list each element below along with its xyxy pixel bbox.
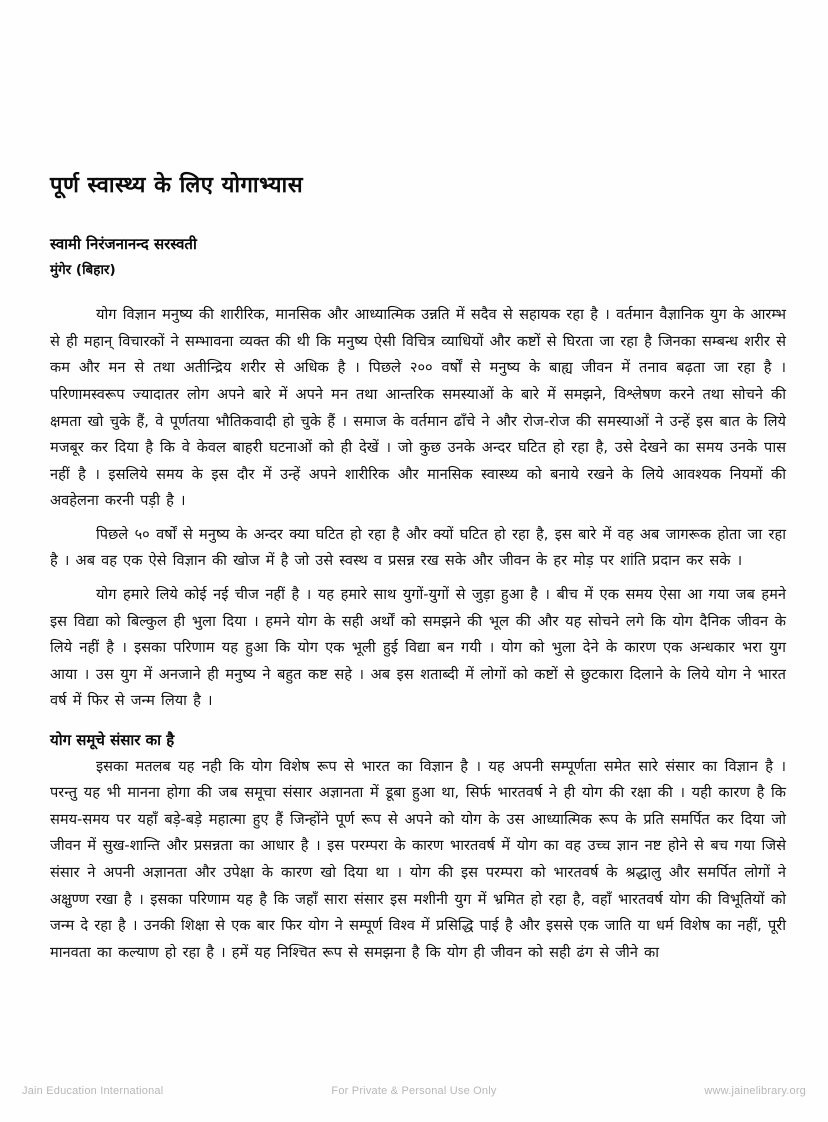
page-footer	[0, 1082, 828, 1100]
body-paragraph-1: योग विज्ञान मनुष्य की शारीरिक, मानसिक और आध्यात्मिक उन्नति में सदैव से सहायक रहा है । वर्तमान वैज्ञानिक युग के आरम्भ से ही महान् विचारकों ने सम्भावना व्यक्त की थी कि मनुष्य ऐसी विचित्र व्याधियों और कष्टों से घिरता जा रहा है जिनका सम्बन्ध शरीर से कम और मन से तथा अतीन्द्रिय शरीर से अधिक है । पिछले २०० वर्षों से मनुष्य के बाह्य जीवन में तनाव बढ़ता जा रहा है । परिणामस्वरूप ज्यादातर लोग अपने बारे में अपने मन तथा आन्तरिक समस्याओं के बारे में समझने, विश्लेषण करने तथा सोचने की क्षमता खो चुके हैं, वे पूर्णतया भौतिकवादी हो चुके हैं । समाज के वर्तमान ढाँचे ने और रोज-रोज की समस्याओं ने उन्हें इस बात के लिये मजबूर कर दिया है कि वे केवल बाहरी घटनाओं को ही देखें । जो कुछ उनके अन्दर घटित हो रहा है, उसे देखने का समय उनके पास नहीं है । इसलिये समय के इस दौर में उन्हें अपने शारीरिक और मानसिक स्वास्थ्य को बनाये रखने के लिये आवश्यक नियमों की अवहेलना करनी पड़ी है ।	[50, 306, 786, 510]
author-name: स्वामी निरंजनानन्द सरस्वती	[50, 234, 197, 253]
body-paragraph-2: पिछले ५० वर्षों से मनुष्य के अन्दर क्या घटित हो रहा है और क्यों घटित हो रहा है, इस बारे में वह अब जागरूक होता जा रहा है । अब वह एक ऐसे विज्ञान की खोज में है जो उसे स्वस्थ व प्रसन्न रख सके और जीवन के हर मोड़ पर शांति प्रदान कर सके ।	[50, 525, 786, 570]
footer-website: www.jainelibrary.org	[704, 1085, 806, 1097]
section-paragraph-1: इसका मतलब यह नही कि योग विशेष रूप से भारत का विज्ञान है । यह अपनी सम्पूर्णता समेत सारे संसार का विज्ञान है । परन्तु यह भी मानना होगा की जब समूचा संसार अज्ञानता में डूबा हुआ था, सिर्फ भारतवर्ष ने ही योग की रक्षा की । यही कारण है कि समय-समय पर यहाँ बड़े-बड़े महात्मा हुए हैं जिन्होंने पूर्ण रूप से अपने को योग के उस आध्यात्मिक रूप के प्रति समर्पित कर दिया जो जीवन में सुख-शान्ति और प्रसन्नता का आधार है । इस परम्परा के कारण भारतवर्ष में योग का वह उच्च ज्ञान नष्ट होने से बच गया जिसे संसार ने अपनी अज्ञानता और उपेक्षा के कारण खो दिया था । योग की इस परम्परा को भारतवर्ष के श्रद्धालु और समर्पित लोगों ने अक्षुण्ण रखा है । इसका परिणाम यह है कि जहाँ सारा संसार इस मशीनी युग में भ्रमित हो रहा है, वहाँ भारतवर्ष योग की विभूतियों को जन्म दे रहा है । उनकी शिक्षा से एक बार फिर योग ने सम्पूर्ण विश्व में प्रसिद्धि पाई है और इससे एक जाति या धर्म विशेष का नहीं, पूरी मानवता का कल्याण हो रहा है । हमें यह निश्चित रूप से समझना है कि योग ही जीवन को सही ढंग से जीने का	[50, 757, 786, 961]
document-content	[50, 0, 786, 966]
section-heading: योग समूचे संसार का है	[50, 731, 175, 750]
body-paragraph-3: योग हमारे लिये कोई नई चीज नहीं है । यह हमारे साथ युगों-युगों से जुड़ा हुआ है । बीच में एक समय ऐसा आ गया जब हमने इस विद्या को बिल्कुल ही भुला दिया । हमने योग के सही अर्थों को समझने की भूल की और यह सोचने लगे कि योग दैनिक जीवन के लिये नहीं है । इसका परिणाम यह हुआ कि योग एक भूली हुई विद्या बन गयी । योग को भुला देने के कारण एक अन्धकार भरा युग आया । उस युग में अनजाने ही मनुष्य ने बहुत कष्ट सहे । अब इस शताब्दी में लोगों को कष्टों से छुटकारा दिलाने के लिये योग ने भारत वर्ष में फिर से जन्म लिया है ।	[50, 586, 786, 710]
author-place: मुंगेर (बिहार)	[50, 262, 116, 279]
footer-usage-notice: For Private & Personal Use Only	[331, 1085, 497, 1097]
page-title: पूर्ण स्वास्थ्य के लिए योगाभ्यास	[50, 173, 304, 198]
footer-organization: Jain Education International	[22, 1085, 164, 1097]
